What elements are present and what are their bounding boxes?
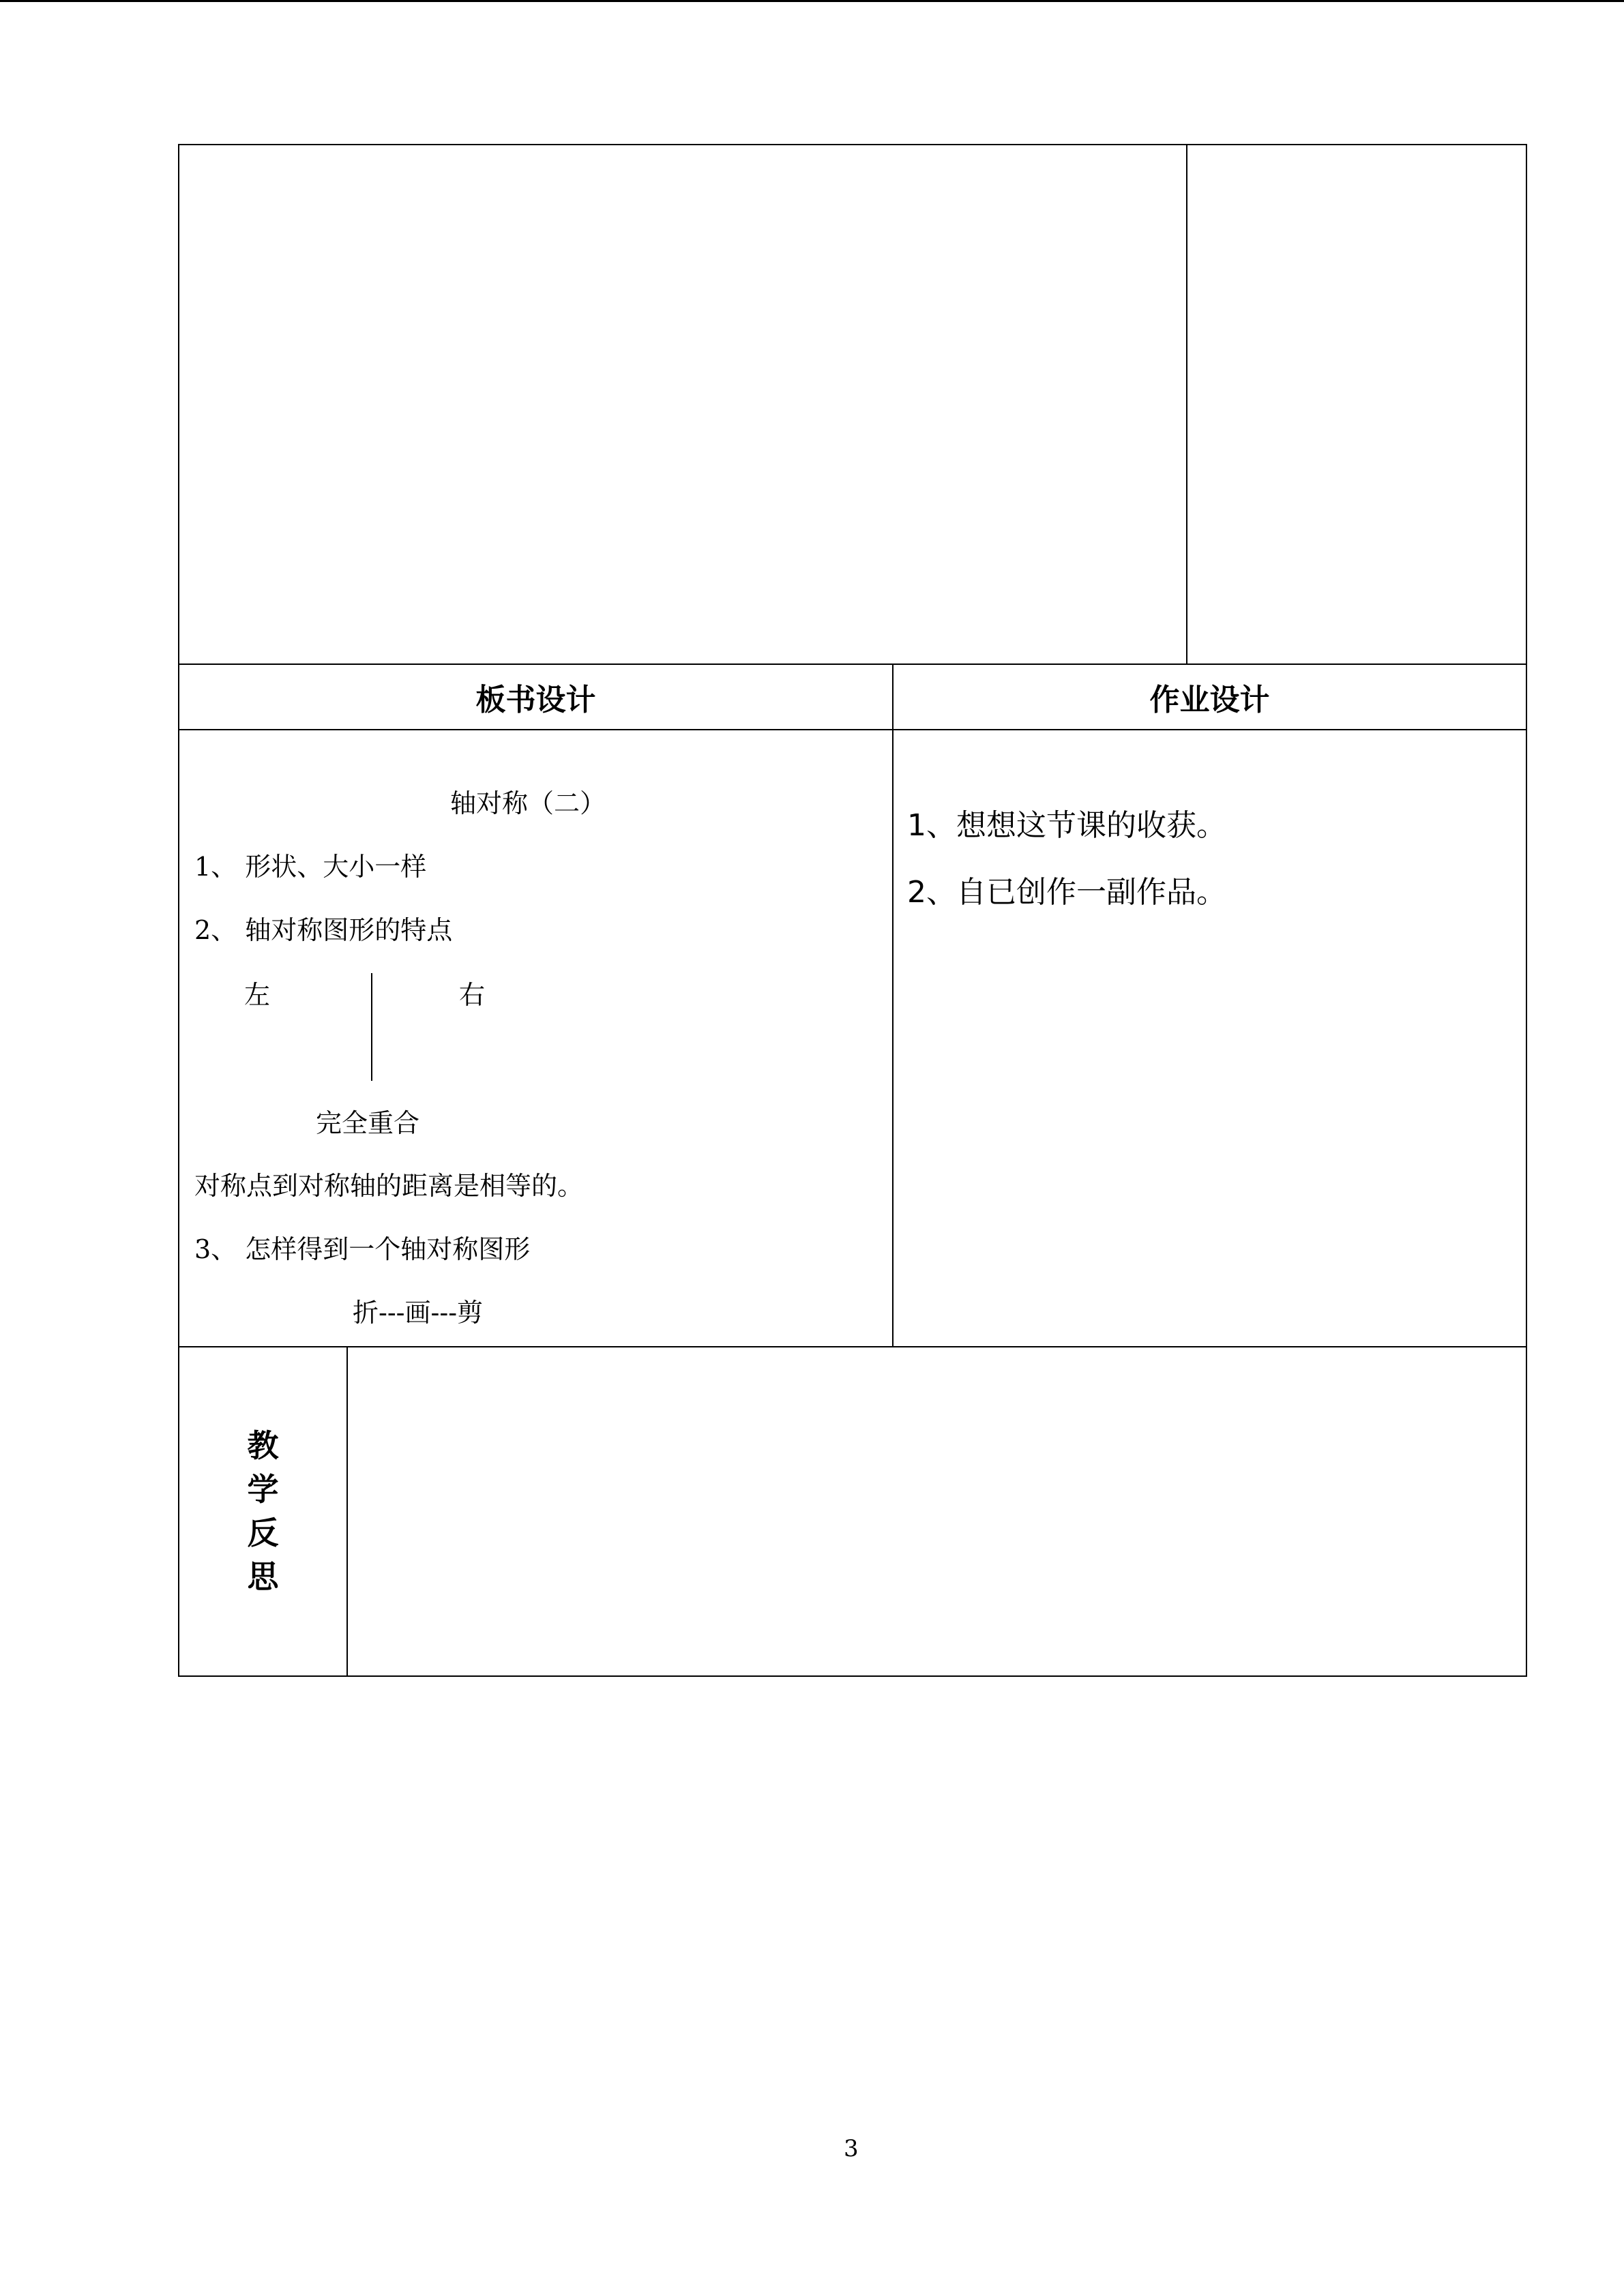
page-number: 3 [844,2135,859,2162]
teaching-reflection-label [179,1424,346,1598]
symmetry-axis-line [371,973,372,1081]
reflection-row-top-rule [178,1346,1527,1347]
distance-note: 对称点到对称轴的距离是相等的。 [194,1171,584,1201]
reflection-char-1: 教 [247,1427,279,1464]
steps-text: 折---画---剪 [353,1298,484,1328]
page-top-rule [0,0,1624,2]
reflection-label-divider [346,1346,348,1677]
reflection-char-2: 学 [247,1471,279,1508]
board-homework-divider [892,664,894,1347]
board-line-1: 1、 形状、大小一样 [194,852,427,882]
lesson-table [178,144,1527,1677]
homework-item-1: 1、想想这节课的收获。 [907,808,1226,843]
board-line-2: 2、 轴对称图形的特点 [194,915,453,945]
top-section-divider [1186,144,1187,664]
right-label: 右 [459,980,486,1010]
board-title: 轴对称（二） [450,788,606,818]
board-line-3: 3、 怎样得到一个轴对称图形 [194,1234,531,1264]
reflection-char-3: 反 [247,1515,279,1551]
header-row-bottom-rule [178,729,1527,730]
overlap-text: 完全重合 [316,1108,420,1138]
homework-design-header: 作业设计 [1149,683,1270,717]
left-label: 左 [244,980,271,1010]
reflection-char-4: 思 [247,1558,279,1595]
board-design-header: 板书设计 [475,683,596,717]
homework-item-2: 2、自已创作一副作品。 [907,875,1226,910]
